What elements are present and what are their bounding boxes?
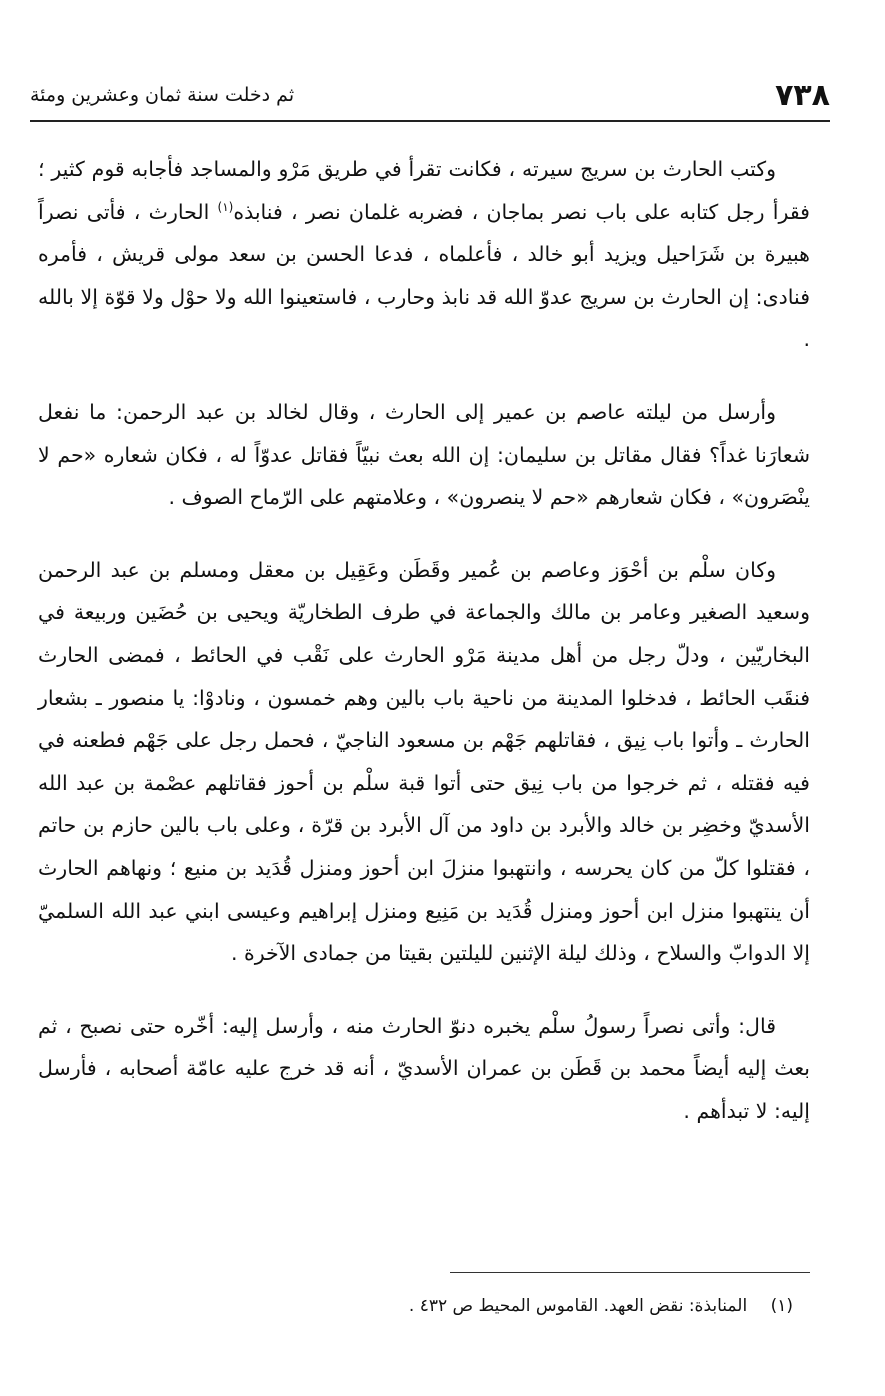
- running-title: ثم دخلت سنة ثمان وعشرين ومئة: [30, 84, 295, 106]
- header-rule: [30, 120, 830, 122]
- paragraph-3: وكان سلْم بن أحْوَز وعاصم بن عُمير وقَطَن وعَقِيل بن معقل ومسلم بن عبد الرحمن وسعيد الصغير وعامر بن مالك والجماعة في طرف الطخاريّة ويحيى بن حُضَين وربيعة في البخاريّين ، ودلّ رجل من أهل مدينة مَرْو الحارث على نَقْب في الحائط ، فمضى الحارث فنقَب الحائط ، فدخلوا المدينة من ناحية باب بالين وهم خمسون ، ونادوْا: يا منصور ـ بشعار الحارث ـ وأتوا باب نِيق ، فقاتلهم جَهْم بن مسعود الناجيّ ، فحمل رجل على جَهْم فطعنه في فيه فقتله ، ثم خرجوا من باب نِيق حتى أتوا قبة سلْم بن أحوز فقاتلهم عصْمة بن عبد الله الأسديّ وخضِر بن خالد والأبرد بن داود من آل الأبرد بن قرّة ، وعلى باب بالين حازم بن حاتم ، فقتلوا كلّ من كان يحرسه ، وانتهبوا منزلَ ابن أحوز ومنزل قُدَيد بن منيع ؛ ونهاهم الحارث أن ينتهبوا منزل ابن أحوز ومنزل قُدَيد بن مَنِيع ومنزل إبراهيم وعيسى ابني عبد الله السلميّ إلا الدوابّ والسلاح ، وذلك ليلة الإثنين لليلتين بقيتا من جمادى الآخرة .: [38, 557, 810, 966]
- footnote-text: المنابذة: نقض العهد. القاموس المحيط ص ٤٣٢ .: [408, 1296, 748, 1316]
- footnote: [73, 1296, 793, 1316]
- paragraph-4: قال: وأتى نصراً رسولُ سلْم يخبره دنوّ الحارث منه ، وأرسل إليه: أخّره حتى نصبح ، ثم بعث إليه أيضاً محمد بن قَطَن بن عمران الأسديّ ، أنه قد خرج عليه عامّة أصحابه ، فأرسل إليه: لا تبدأهم .: [38, 1013, 810, 1123]
- footnote-reference: (١): [217, 199, 234, 214]
- body-text: [38, 148, 810, 1132]
- paragraph-1-text-continued: الحارث ، فأتى نصراً هبيرة بن شَرَاحيل ويزيد أبو خالد ، فأعلماه ، فدعا الحسن بن سعد مولى قريش ، فأمره فنادى: إن الحارث بن سريج عدوّ الله قد نابذ وحارب ، فاستعينوا الله ولا حوْل ولا قوّة إلا بالله .: [38, 199, 810, 352]
- footnote-rule: [450, 1272, 810, 1273]
- page-number: ٧٣٨: [775, 78, 830, 113]
- footnote-number: (١): [770, 1296, 793, 1316]
- paragraph-1-text: وكتب الحارث بن سريج سيرته ، فكانت تقرأ في طريق مَرْو والمساجد فأجابه قوم كثير ؛ فقرأ رجل كتابه على باب نصر بماجان ، فضربه غلمان نصر ، فنابذه: [38, 157, 810, 224]
- page-header: [30, 78, 830, 114]
- paragraph-1: [38, 148, 810, 361]
- paragraph-2: وأرسل من ليلته عاصم بن عمير إلى الحارث ، وقال لخالد بن عبد الرحمن: ما نفعل شعارَنا غداً؟ فقال مقاتل بن سليمان: إن الله بعث نبيّاً فقاتل عدوّاً له ، فكان شعاره «حم لا ينْصَرون» ، فكان شعارهم «حم لا ينصرون» ، وعلامتهم على الرّماح الصوف .: [38, 399, 810, 510]
